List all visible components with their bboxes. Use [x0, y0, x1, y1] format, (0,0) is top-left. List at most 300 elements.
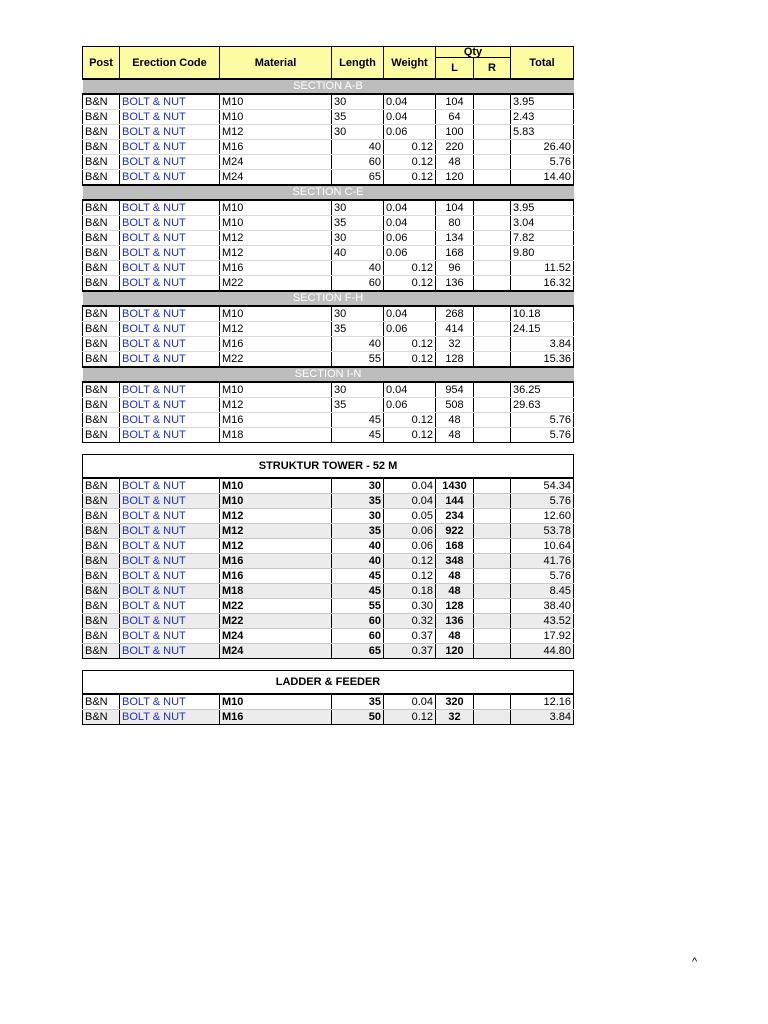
erection-code-cell: BOLT & NUT	[120, 140, 220, 155]
ladder-feeder-table	[82, 670, 574, 725]
material-cell: M24	[220, 644, 332, 659]
table-row	[83, 246, 574, 261]
total-cell: 11.52	[511, 261, 574, 276]
weight-cell: 0.06	[384, 398, 436, 413]
total-cell: 12.16	[511, 694, 574, 710]
length-cell: 35	[332, 110, 384, 125]
erection-code-cell: BOLT & NUT	[120, 539, 220, 554]
qty-l-cell: 32	[436, 337, 474, 352]
total-cell: 2.43	[511, 110, 574, 125]
qty-r-cell	[474, 569, 511, 584]
total-cell: 54.34	[511, 478, 574, 494]
header-material: Material	[220, 47, 332, 80]
qty-r-cell	[474, 170, 511, 186]
erection-code-cell: BOLT & NUT	[120, 94, 220, 110]
post-cell: B&N	[83, 539, 120, 554]
struktur-tower-table	[82, 454, 574, 659]
qty-r-cell	[474, 110, 511, 125]
qty-l-cell: 168	[436, 246, 474, 261]
total-cell: 38.40	[511, 599, 574, 614]
erection-code-cell: BOLT & NUT	[120, 614, 220, 629]
total-cell: 12.60	[511, 509, 574, 524]
table-row	[83, 322, 574, 337]
post-cell: B&N	[83, 494, 120, 509]
table-row	[83, 382, 574, 398]
material-cell: M12	[220, 125, 332, 140]
qty-r-cell	[474, 413, 511, 428]
length-cell: 35	[332, 322, 384, 337]
post-cell: B&N	[83, 509, 120, 524]
weight-cell: 0.32	[384, 614, 436, 629]
length-cell: 40	[332, 246, 384, 261]
table-row	[83, 352, 574, 368]
length-cell: 35	[332, 694, 384, 710]
qty-l-cell: 64	[436, 110, 474, 125]
total-cell: 41.76	[511, 554, 574, 569]
material-cell: M10	[220, 94, 332, 110]
qty-l-cell: 136	[436, 276, 474, 292]
weight-cell: 0.04	[384, 200, 436, 216]
material-cell: M16	[220, 569, 332, 584]
post-cell: B&N	[83, 246, 120, 261]
qty-l-cell: 922	[436, 524, 474, 539]
weight-cell: 0.30	[384, 599, 436, 614]
qty-r-cell	[474, 524, 511, 539]
length-cell: 40	[332, 140, 384, 155]
post-cell: B&N	[83, 155, 120, 170]
qty-r-cell	[474, 599, 511, 614]
table-row	[83, 599, 574, 614]
erection-code-cell: BOLT & NUT	[120, 276, 220, 292]
material-cell: M16	[220, 140, 332, 155]
table-row	[83, 428, 574, 443]
erection-code-cell: BOLT & NUT	[120, 554, 220, 569]
qty-l-cell: 104	[436, 200, 474, 216]
post-cell: B&N	[83, 140, 120, 155]
section-title: SECTION I-N	[83, 367, 574, 382]
erection-code-cell: BOLT & NUT	[120, 599, 220, 614]
length-cell: 65	[332, 644, 384, 659]
total-cell: 24.15	[511, 322, 574, 337]
table-row	[83, 629, 574, 644]
post-cell: B&N	[83, 337, 120, 352]
qty-l-cell: 234	[436, 509, 474, 524]
qty-r-cell	[474, 539, 511, 554]
post-cell: B&N	[83, 644, 120, 659]
erection-code-cell: BOLT & NUT	[120, 710, 220, 725]
length-cell: 55	[332, 599, 384, 614]
qty-r-cell	[474, 216, 511, 231]
erection-code-cell: BOLT & NUT	[120, 170, 220, 186]
qty-l-cell: 220	[436, 140, 474, 155]
qty-r-cell	[474, 644, 511, 659]
post-cell: B&N	[83, 413, 120, 428]
section-title: SECTION A-B	[83, 79, 574, 94]
table-row	[83, 125, 574, 140]
total-cell: 10.64	[511, 539, 574, 554]
qty-r-cell	[474, 306, 511, 322]
qty-l-cell: 100	[436, 125, 474, 140]
qty-r-cell	[474, 231, 511, 246]
qty-r-cell	[474, 629, 511, 644]
weight-cell: 0.04	[384, 94, 436, 110]
weight-cell: 0.12	[384, 261, 436, 276]
total-cell: 26.40	[511, 140, 574, 155]
erection-code-cell: BOLT & NUT	[120, 644, 220, 659]
section-header-row	[83, 185, 574, 200]
weight-cell: 0.06	[384, 246, 436, 261]
post-cell: B&N	[83, 478, 120, 494]
weight-cell: 0.12	[384, 140, 436, 155]
post-cell: B&N	[83, 352, 120, 368]
material-cell: M16	[220, 554, 332, 569]
total-cell: 5.76	[511, 569, 574, 584]
qty-r-cell	[474, 125, 511, 140]
erection-code-cell: BOLT & NUT	[120, 200, 220, 216]
material-cell: M22	[220, 352, 332, 368]
qty-r-cell	[474, 710, 511, 725]
table-row	[83, 200, 574, 216]
post-cell: B&N	[83, 428, 120, 443]
post-cell: B&N	[83, 710, 120, 725]
erection-code-cell: BOLT & NUT	[120, 413, 220, 428]
qty-l-cell: 48	[436, 155, 474, 170]
qty-l-cell: 168	[436, 539, 474, 554]
post-cell: B&N	[83, 231, 120, 246]
erection-code-cell: BOLT & NUT	[120, 524, 220, 539]
post-cell: B&N	[83, 398, 120, 413]
material-cell: M12	[220, 322, 332, 337]
weight-cell: 0.37	[384, 644, 436, 659]
material-cell: M24	[220, 170, 332, 186]
qty-l-cell: 268	[436, 306, 474, 322]
total-cell: 43.52	[511, 614, 574, 629]
weight-cell: 0.12	[384, 413, 436, 428]
table-row	[83, 694, 574, 710]
table-row	[83, 398, 574, 413]
weight-cell: 0.06	[384, 125, 436, 140]
length-cell: 40	[332, 539, 384, 554]
length-cell: 30	[332, 200, 384, 216]
erection-code-cell: BOLT & NUT	[120, 509, 220, 524]
weight-cell: 0.04	[384, 216, 436, 231]
weight-cell: 0.04	[384, 478, 436, 494]
material-cell: M18	[220, 428, 332, 443]
post-cell: B&N	[83, 382, 120, 398]
qty-l-cell: 48	[436, 629, 474, 644]
weight-cell: 0.06	[384, 231, 436, 246]
post-cell: B&N	[83, 200, 120, 216]
weight-cell: 0.04	[384, 494, 436, 509]
table-row	[83, 524, 574, 539]
table-row	[83, 539, 574, 554]
table-row	[83, 710, 574, 725]
total-cell: 5.76	[511, 413, 574, 428]
material-cell: M16	[220, 413, 332, 428]
header-erection-code: Erection Code	[120, 47, 220, 80]
section-title: SECTION C-E	[83, 185, 574, 200]
post-cell: B&N	[83, 110, 120, 125]
weight-cell: 0.04	[384, 382, 436, 398]
section-header-row	[83, 291, 574, 306]
material-cell: M12	[220, 539, 332, 554]
total-cell: 8.45	[511, 584, 574, 599]
header-qty-r: R	[474, 58, 511, 80]
qty-r-cell	[474, 337, 511, 352]
length-cell: 40	[332, 261, 384, 276]
material-cell: M24	[220, 629, 332, 644]
post-cell: B&N	[83, 125, 120, 140]
total-cell: 3.95	[511, 94, 574, 110]
material-cell: M16	[220, 710, 332, 725]
length-cell: 45	[332, 413, 384, 428]
header-qty: Qty	[436, 47, 511, 58]
qty-r-cell	[474, 94, 511, 110]
qty-l-cell: 48	[436, 428, 474, 443]
erection-code-cell: BOLT & NUT	[120, 246, 220, 261]
length-cell: 60	[332, 614, 384, 629]
erection-code-cell: BOLT & NUT	[120, 337, 220, 352]
header-qty-l: L	[436, 58, 474, 80]
qty-l-cell: 96	[436, 261, 474, 276]
erection-code-cell: BOLT & NUT	[120, 155, 220, 170]
table-row	[83, 554, 574, 569]
weight-cell: 0.04	[384, 694, 436, 710]
qty-l-cell: 508	[436, 398, 474, 413]
material-cell: M10	[220, 200, 332, 216]
qty-l-cell: 104	[436, 94, 474, 110]
length-cell: 30	[332, 478, 384, 494]
header-total: Total	[511, 47, 574, 80]
erection-code-cell: BOLT & NUT	[120, 569, 220, 584]
qty-l-cell: 120	[436, 644, 474, 659]
material-cell: M16	[220, 261, 332, 276]
header-weight: Weight	[384, 47, 436, 80]
weight-cell: 0.05	[384, 509, 436, 524]
total-cell: 9.80	[511, 246, 574, 261]
length-cell: 50	[332, 710, 384, 725]
length-cell: 60	[332, 155, 384, 170]
material-cell: M10	[220, 494, 332, 509]
table-row	[83, 155, 574, 170]
erection-code-cell: BOLT & NUT	[120, 125, 220, 140]
material-cell: M10	[220, 110, 332, 125]
table-row	[83, 494, 574, 509]
table-row	[83, 614, 574, 629]
weight-cell: 0.12	[384, 170, 436, 186]
table-row	[83, 413, 574, 428]
table-row	[83, 94, 574, 110]
weight-cell: 0.04	[384, 306, 436, 322]
table-row	[83, 216, 574, 231]
total-cell: 3.04	[511, 216, 574, 231]
material-cell: M24	[220, 155, 332, 170]
tower-title: STRUKTUR TOWER - 52 M	[83, 455, 574, 479]
post-cell: B&N	[83, 694, 120, 710]
material-cell: M22	[220, 599, 332, 614]
length-cell: 30	[332, 382, 384, 398]
section-header-row	[83, 79, 574, 94]
erection-code-cell: BOLT & NUT	[120, 261, 220, 276]
length-cell: 40	[332, 554, 384, 569]
qty-l-cell: 414	[436, 322, 474, 337]
post-cell: B&N	[83, 261, 120, 276]
weight-cell: 0.12	[384, 352, 436, 368]
header-length: Length	[332, 47, 384, 80]
erection-code-cell: BOLT & NUT	[120, 694, 220, 710]
material-cell: M10	[220, 382, 332, 398]
material-cell: M10	[220, 694, 332, 710]
qty-l-cell: 136	[436, 614, 474, 629]
table-row	[83, 170, 574, 186]
qty-r-cell	[474, 554, 511, 569]
table-row	[83, 306, 574, 322]
table-row	[83, 478, 574, 494]
weight-cell: 0.12	[384, 428, 436, 443]
post-cell: B&N	[83, 614, 120, 629]
ladder-title: LADDER & FEEDER	[83, 671, 574, 695]
qty-r-cell	[474, 155, 511, 170]
length-cell: 30	[332, 94, 384, 110]
erection-code-cell: BOLT & NUT	[120, 352, 220, 368]
erection-code-cell: BOLT & NUT	[120, 382, 220, 398]
qty-r-cell	[474, 398, 511, 413]
material-cell: M16	[220, 337, 332, 352]
length-cell: 35	[332, 216, 384, 231]
material-cell: M10	[220, 478, 332, 494]
qty-r-cell	[474, 694, 511, 710]
post-cell: B&N	[83, 170, 120, 186]
qty-r-cell	[474, 478, 511, 494]
material-cell: M12	[220, 398, 332, 413]
qty-r-cell	[474, 276, 511, 292]
total-cell: 5.76	[511, 494, 574, 509]
weight-cell: 0.12	[384, 276, 436, 292]
total-cell: 44.80	[511, 644, 574, 659]
material-cell: M18	[220, 584, 332, 599]
section-title: SECTION F-H	[83, 291, 574, 306]
length-cell: 45	[332, 584, 384, 599]
erection-code-cell: BOLT & NUT	[120, 584, 220, 599]
weight-cell: 0.37	[384, 629, 436, 644]
weight-cell: 0.12	[384, 337, 436, 352]
total-cell: 3.84	[511, 337, 574, 352]
erection-code-cell: BOLT & NUT	[120, 306, 220, 322]
section-header-row	[83, 367, 574, 382]
total-cell: 14.40	[511, 170, 574, 186]
qty-r-cell	[474, 584, 511, 599]
bolt-nut-section-table	[82, 46, 574, 443]
total-cell: 16.32	[511, 276, 574, 292]
post-cell: B&N	[83, 629, 120, 644]
qty-l-cell: 48	[436, 413, 474, 428]
post-cell: B&N	[83, 216, 120, 231]
length-cell: 55	[332, 352, 384, 368]
total-cell: 5.76	[511, 428, 574, 443]
table-row	[83, 110, 574, 125]
total-cell: 3.84	[511, 710, 574, 725]
table-row	[83, 509, 574, 524]
section-table-body	[83, 79, 574, 443]
length-cell: 60	[332, 629, 384, 644]
material-cell: M12	[220, 509, 332, 524]
length-cell: 30	[332, 231, 384, 246]
total-cell: 3.95	[511, 200, 574, 216]
total-cell: 5.76	[511, 155, 574, 170]
length-cell: 40	[332, 337, 384, 352]
total-cell: 15.36	[511, 352, 574, 368]
total-cell: 10.18	[511, 306, 574, 322]
qty-l-cell: 80	[436, 216, 474, 231]
qty-r-cell	[474, 140, 511, 155]
length-cell: 45	[332, 569, 384, 584]
post-cell: B&N	[83, 584, 120, 599]
erection-code-cell: BOLT & NUT	[120, 494, 220, 509]
erection-code-cell: BOLT & NUT	[120, 478, 220, 494]
weight-cell: 0.04	[384, 110, 436, 125]
table-row	[83, 584, 574, 599]
qty-r-cell	[474, 352, 511, 368]
material-cell: M12	[220, 246, 332, 261]
erection-code-cell: BOLT & NUT	[120, 428, 220, 443]
total-cell: 36.25	[511, 382, 574, 398]
erection-code-cell: BOLT & NUT	[120, 231, 220, 246]
length-cell: 60	[332, 276, 384, 292]
qty-l-cell: 48	[436, 569, 474, 584]
table-row	[83, 276, 574, 292]
weight-cell: 0.06	[384, 524, 436, 539]
qty-r-cell	[474, 200, 511, 216]
length-cell: 35	[332, 398, 384, 413]
table-row	[83, 337, 574, 352]
erection-code-cell: BOLT & NUT	[120, 110, 220, 125]
total-cell: 5.83	[511, 125, 574, 140]
qty-l-cell: 1430	[436, 478, 474, 494]
weight-cell: 0.12	[384, 710, 436, 725]
length-cell: 30	[332, 306, 384, 322]
length-cell: 45	[332, 428, 384, 443]
length-cell: 35	[332, 494, 384, 509]
material-cell: M22	[220, 276, 332, 292]
weight-cell: 0.06	[384, 322, 436, 337]
material-cell: M22	[220, 614, 332, 629]
material-cell: M10	[220, 216, 332, 231]
qty-r-cell	[474, 246, 511, 261]
erection-code-cell: BOLT & NUT	[120, 398, 220, 413]
total-cell: 29.63	[511, 398, 574, 413]
qty-r-cell	[474, 509, 511, 524]
weight-cell: 0.12	[384, 569, 436, 584]
qty-l-cell: 120	[436, 170, 474, 186]
qty-l-cell: 128	[436, 599, 474, 614]
qty-l-cell: 48	[436, 584, 474, 599]
length-cell: 65	[332, 170, 384, 186]
qty-l-cell: 954	[436, 382, 474, 398]
post-cell: B&N	[83, 322, 120, 337]
erection-code-cell: BOLT & NUT	[120, 322, 220, 337]
post-cell: B&N	[83, 94, 120, 110]
length-cell: 35	[332, 524, 384, 539]
weight-cell: 0.12	[384, 155, 436, 170]
post-cell: B&N	[83, 554, 120, 569]
qty-r-cell	[474, 494, 511, 509]
qty-r-cell	[474, 614, 511, 629]
table-row	[83, 644, 574, 659]
post-cell: B&N	[83, 599, 120, 614]
table-row	[83, 569, 574, 584]
material-cell: M12	[220, 231, 332, 246]
qty-r-cell	[474, 382, 511, 398]
